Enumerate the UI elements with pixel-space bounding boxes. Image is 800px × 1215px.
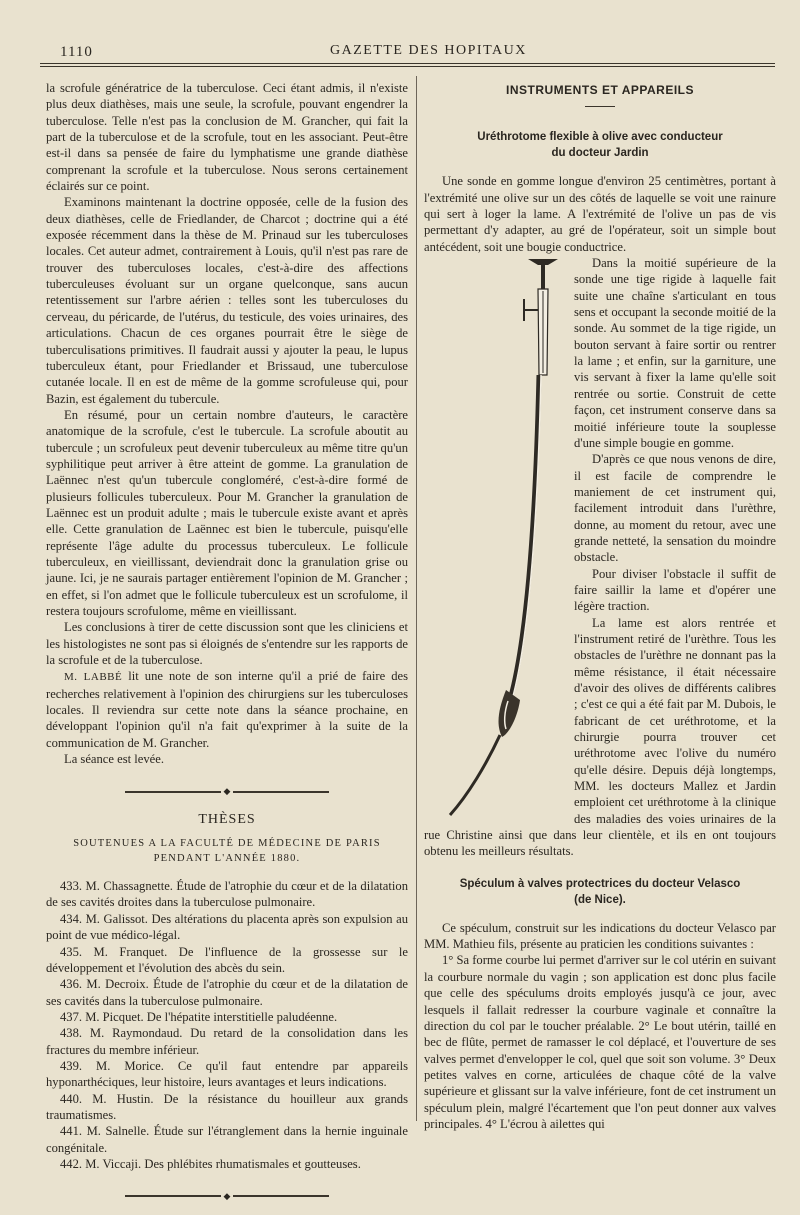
thesis-entry: 437. M. Picquet. De l'hépatite interstitielle paludéenne. xyxy=(60,1009,338,1024)
header-rule xyxy=(40,63,775,64)
paragraph: Examinons maintenant la doctrine opposée, celle de la fusion des deux diathèses, celle de Friedlander, de Charcot ; doctrine qui a été exposée récemment dans la thèse de M. Prinaud sur les tuberculoses locales. Cet auteur admet, contrairement à Louis, qu'il n'est pas rare de trouver des tuberculoses locales, c'est-à-dire des affections tuberculeuses évoluant sur un organe quelconque, sans aucun retentissement sur l'arbre aérien : telles sont les tuberculoses du cerveau, du péricarde, de l'utérus, du testicule, des voies urinaires, des articulations. Chacun de ces organes pourrait être le siège de tuberculisations primitives. Il faudrait aussi y ajouter la peau, le lupus tuberculeux étant, pour Friedlander et Brissaud, une tuberculose cutanée locale. Il en est de même de la gomme scrofuleuse qui, pour Bazin, est également du tubercule. xyxy=(46,195,408,406)
thesis-entry: 434. M. Galissot. Des altérations du placenta après son expulsion au point de vue médico-légal. xyxy=(46,911,408,943)
section-title: INSTRUMENTS ET APPAREILS xyxy=(505,83,694,97)
labbe-paragraph xyxy=(46,668,408,751)
seance-closed: La séance est levée. xyxy=(64,752,164,767)
column-separator xyxy=(416,76,417,1121)
paragraph: La lame est alors rentrée et l'instrument retiré de l'urèthre. Tous les obstacles de l'urèthre ne donnant pas la même résistance, il était nécessaire d'avoir des olives de différents calibres ; c'est ce qui a été fait par M. Dubois, le fabricant de cet uréthrotome, et la chirurgie pourra trouver cet uréthrotome avec l'olive du numéro qu'elle désire. Depuis déjà longtemps, MM. les docteurs Mallez et Jardin emploient cet uréthrotome à la clinique des maladies des voies urinaires de la rue Christine ainsi que dans leur clientèle, et ils en ont toujours obtenu les meilleurs résultats. xyxy=(424,615,776,859)
paragraph: Dans la moitié supérieure de la sonde une tige rigide à laquelle fait suite une chaîne s'articulant en tous sens et occupant la seconde moitié de la sonde. Au sommet de la tige rigide, un bouton servant à faire sortir ou rentrer la lame ; et enfin, sur la garniture, une vis servant à fixer la lame qu'elle soit rentrée ou sortie. Construit de cette façon, cet instrument conserve dans sa moitié inférieure toute la souplesse d'une simple bougie en gomme. xyxy=(574,256,776,450)
theses-title: THÈSES xyxy=(198,811,256,827)
paragraph: Une sonde en gomme longue d'environ 25 centimètres, portant à l'extrémité une olive sur un des côtés de laquelle se voit une rainure qui sert à loger la lame. A l'extrémité de l'olive un pas de vis permettant d'y adapter, au gré de l'opérateur, soit un simple bout antécédent, soit une bougie conductrice. xyxy=(424,174,776,254)
article-title: Uréthrotome flexible à olive avec conducteur du docteur Jardin xyxy=(477,131,723,160)
urethrotome-drawing xyxy=(420,255,570,820)
thesis-entry: 436. M. Decroix. Étude de l'atrophie du cœur et de la dilatation de ses cavités dans la tuberculose pulmonaire. xyxy=(46,977,408,1008)
speaker-name: M. LABBÉ xyxy=(64,671,123,684)
paragraph: En résumé, pour un certain nombre d'auteurs, le caractère anatomique de la scrofule, c'est le tubercule. La scrofule aboutit au tubercule ; un scrofuleux peut devenir tuberculeux au même titre qu'un syphilitique peut arriver à être atteint de gomme. La granulation de Laënnec n'est qu'un tubercule congloméré, c'est-à-dire formé de plusieurs follicules tuberculeux. Pour M. Grancher la granulation de Laënnec est un produit adulte ; mais le tubercule existe avant et après elle. Cette granulation de Laënnec est bien le tubercule, puisqu'elle représente l'âge adulte du processus tuberculeux. Le follicule tuberculeux, en vieillissant, deviendrait donc la granulation grise ou jaune. Ici, je ne saurais partager entièrement l'opinion de M. Grancher ; en effet, si l'on admet que le follicule tuberculeux est un scrofulome, il restera toujours scrofulome, même en vieillissant. xyxy=(46,407,408,618)
paragraph: Les conclusions à tirer de cette discussion sont que les cliniciens et les histologistes ne sont pas si éloignés de s'entendre sur les rapports de la scrofule et de la tuberculose. xyxy=(46,620,408,668)
short-rule xyxy=(585,106,615,107)
running-title: GAZETTE DES HOPITAUX xyxy=(330,43,527,58)
urethrotome-illustration xyxy=(420,255,570,820)
thesis-entry: 442. M. Viccaji. Des phlébites rhumatismales et goutteuses. xyxy=(60,1156,361,1171)
paragraph: la scrofule génératrice de la tuberculose. Ceci étant admis, il n'existe plus deux diathèses, mais une seule, la scrofule, pouvant engendrer la tuberculose. Telle n'est pas la conclusion de M. Grancher, qui fait la part de la tuberculose et de la scrofule, tout en les associant. Peut-être est-il dans sa pensée de faire du lymphatisme une grande diathèse comprenant la scrofule et la tuberculose. Nous serons certainement éclairés sur ce point. xyxy=(46,81,408,194)
theses-subtitle: SOUTENUES A LA FACULTÉ DE MÉDECINE DE PARIS PENDANT L'ANNÉE 1880. xyxy=(73,838,381,865)
paragraph: D'après ce que nous venons de dire, il est facile de comprendre le maniement de cet instrument qui, facilement introduit dans l'urèthre, donne, au moment du retour, avec une grande netteté, la sensation du moindre obstacle. xyxy=(574,452,776,565)
thesis-entry: 435. M. Franquet. De l'influence de la grossesse sur le développement et l'évolution des abcès du sein. xyxy=(46,944,408,975)
ornamental-divider: ◆ xyxy=(46,783,408,799)
left-column xyxy=(46,80,408,1215)
labbe-text: lit une note de son interne qu'il a prié de faire des recherches relativement à l'opinion des chirurgiens sur les tuberculoses locales. Il reviendra sur cette note dans la séance prochaine, en développant l'opinion qu'il n'a fait qu'exprimer à la suite de la communication de M. Grancher. xyxy=(46,669,408,750)
article-title: Spéculum à valves protectrices du docteur Velasco (de Nice). xyxy=(459,877,741,906)
paragraph: 1° Sa forme courbe lui permet d'arriver sur le col utérin en suivant la courbure normale du vagin ; son application est donc plus facile que celle des spéculums droits employés jusqu'à ce jour, avec lesquels il fallait redresser la courbure vaginale et connaître la direction du col par le toucher préalable. 2° Le bout utérin, taillé en bec de flûte, permet de ramasser le col déplacé, et l'ouverture de ses valves permet d'envelopper le col, quel que soit son volume. 3° Deux petites valves en corne, articulées de chaque côté de la valve supérieure et glissant sur la valve inférieure, font de cet instrument un spéculum plein, malgré l'écartement que l'on peut donner aux valves principales. 4° L'écrou à ailettes qui xyxy=(424,953,776,1131)
thesis-entry: 440. M. Hustin. De la résistance du houilleur aux grands traumatismes. xyxy=(46,1091,408,1122)
thesis-entry: 438. M. Raymondaud. Du retard de la consolidation dans les fractures du membre inférieur. xyxy=(46,1026,408,1057)
paragraph: Pour diviser l'obstacle il suffit de faire saillir la lame et d'opérer une légère traction. xyxy=(574,566,776,614)
header-rule-double xyxy=(40,66,775,67)
thesis-entry: 433. M. Chassagnette. Étude de l'atrophie du cœur et de la dilatation de ses cavités droites dans la tuberculose pulmonaire. xyxy=(46,879,408,910)
thesis-entry: 441. M. Salnelle. Étude sur l'étranglement dans la hernie inguinale congénitale. xyxy=(46,1124,408,1155)
ornamental-divider-bottom: ◆ xyxy=(46,1188,408,1204)
thesis-entry: 439. M. Morice. Ce qu'il faut entendre par appareils hyponarthéciques, leur histoire, leurs avantages et leurs indications. xyxy=(46,1058,408,1090)
right-column xyxy=(424,80,776,1132)
page-number: 1110 xyxy=(60,44,93,60)
paragraph: Ce spéculum, construit sur les indications du docteur Velasco par MM. Mathieu fils, présente au praticien les conditions suivantes : xyxy=(424,920,776,952)
